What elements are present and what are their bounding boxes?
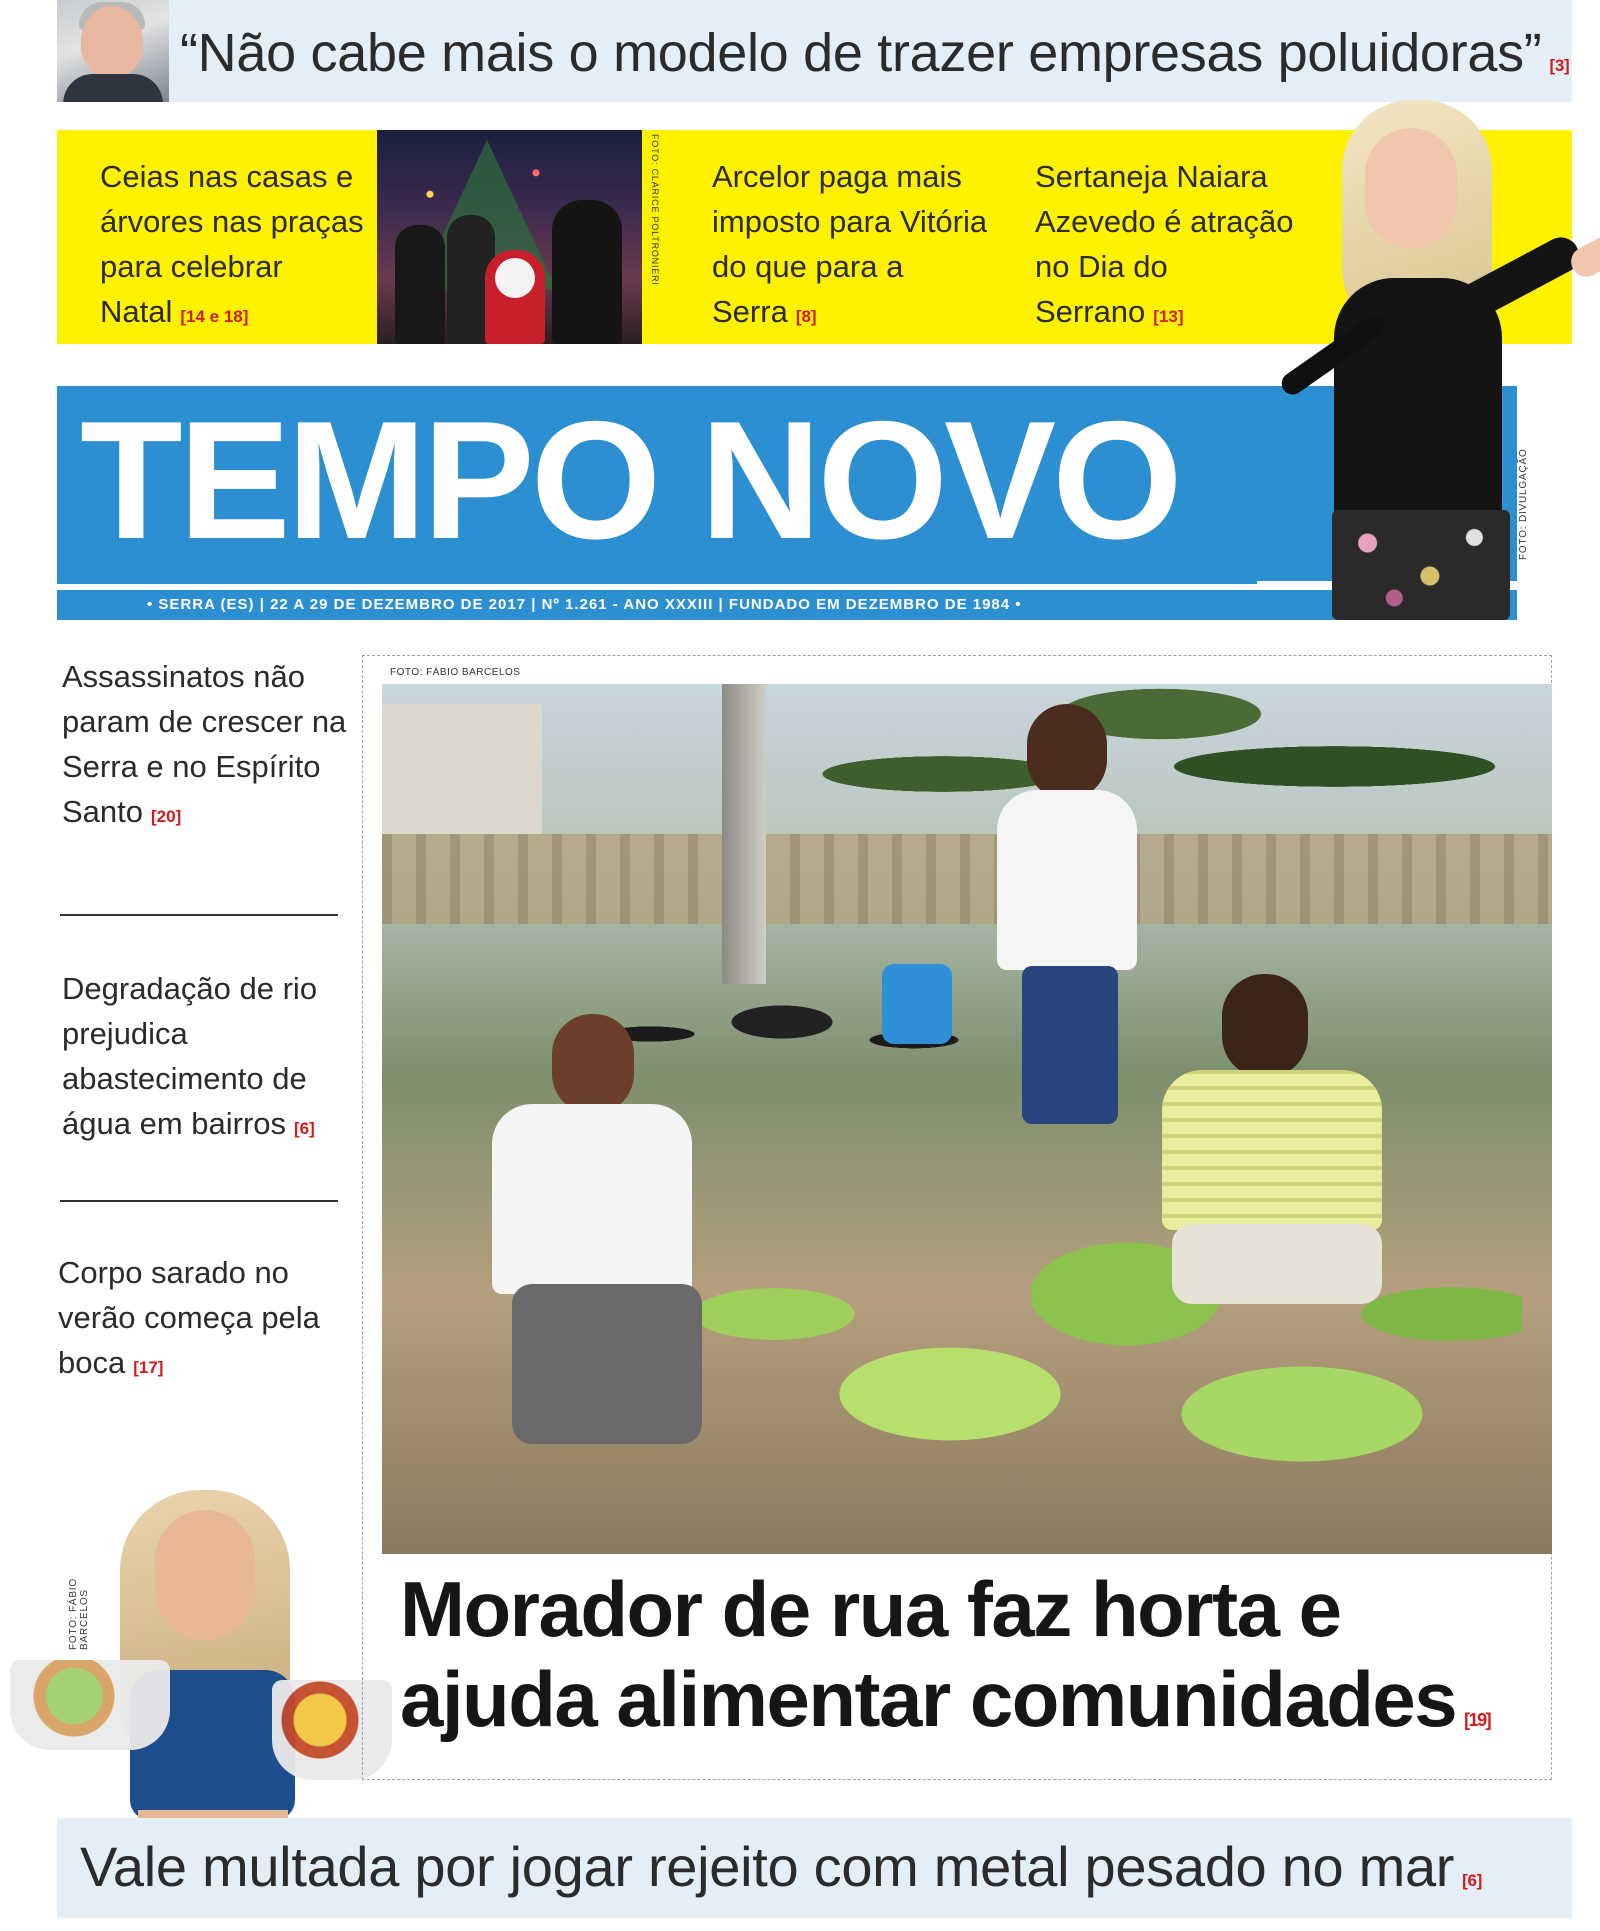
christmas-photo-credit: FOTO: CLARICE POLTRONIERI <box>650 134 660 286</box>
teaser-ceias[interactable] <box>100 154 380 339</box>
watering-can-icon <box>882 964 952 1044</box>
story-degradacao-page-ref: [6] <box>294 1119 315 1138</box>
main-story-photo[interactable] <box>382 684 1552 1554</box>
singer-photo <box>1262 100 1562 620</box>
teaser-arcelor-text: Arcelor paga mais imposto para Vitória do que para a Serra <box>712 159 988 329</box>
story-degradacao[interactable] <box>62 966 382 1151</box>
column-divider <box>60 1200 338 1202</box>
story-corpo[interactable] <box>58 1250 358 1390</box>
teaser-arcelor-page-ref: [8] <box>795 307 817 326</box>
story-degradacao-text: Degradação de rio prejudica abastecimento de água em bairros <box>62 971 318 1141</box>
story-corpo-page-ref: [17] <box>133 1358 164 1377</box>
bottom-headline-page-ref: [6] <box>1462 1871 1483 1890</box>
main-headline[interactable] <box>400 1564 1540 1765</box>
column-divider <box>60 914 338 916</box>
main-headline-text: Morador de rua faz horta e ajuda alimentar comunidades <box>400 1565 1457 1743</box>
salad-bowl-icon <box>10 1660 170 1750</box>
top-quote-page-ref: [3] <box>1549 56 1570 75</box>
teaser-sertaneja-page-ref: [13] <box>1153 307 1184 326</box>
fitness-photo-credit: FOTO: FÁBIO BARCELOS <box>68 1578 90 1650</box>
story-assassinatos-text: Assassinatos não param de crescer na Serra e no Espírito Santo <box>62 659 347 829</box>
bottom-headline[interactable] <box>80 1834 1560 1899</box>
story-assassinatos[interactable] <box>62 654 362 839</box>
teaser-arcelor[interactable] <box>712 154 1002 339</box>
masthead-edition-info: • SERRA (ES) | 22 A 29 DE DEZEMBRO DE 2017 | Nº 1.261 - ANO XXXIII | FUNDADO EM DEZEMBRO DE 1984 • <box>57 590 1517 620</box>
quote-portrait-photo <box>57 0 169 102</box>
teaser-ceias-text: Ceias nas casas e árvores nas praças para celebrar Natal <box>100 159 364 329</box>
masthead-rule <box>57 580 1257 584</box>
main-headline-page-ref: [19] <box>1464 1710 1491 1730</box>
bottom-headline-text: Vale multada por jogar rejeito com metal pesado no mar <box>80 1835 1455 1898</box>
main-photo-credit: FOTO: FÁBIO BARCELOS <box>390 667 521 678</box>
christmas-photo <box>377 130 642 344</box>
singer-photo-credit: FOTO: DIVULGAÇÃO <box>1518 448 1529 560</box>
story-corpo-text: Corpo sarado no verão começa pela boca <box>58 1255 320 1380</box>
teaser-ceias-page-ref: [14 e 18] <box>180 307 249 326</box>
top-quote-text: “Não cabe mais o modelo de trazer empresas poluidoras” <box>180 23 1542 83</box>
story-assassinatos-page-ref: [20] <box>151 807 182 826</box>
top-quote-headline[interactable] <box>180 22 1570 84</box>
masthead-title[interactable]: TEMPO NOVO <box>80 386 1179 574</box>
teaser-sertaneja-text: Sertaneja Naiara Azevedo é atração no Dia do Serrano <box>1035 159 1294 329</box>
